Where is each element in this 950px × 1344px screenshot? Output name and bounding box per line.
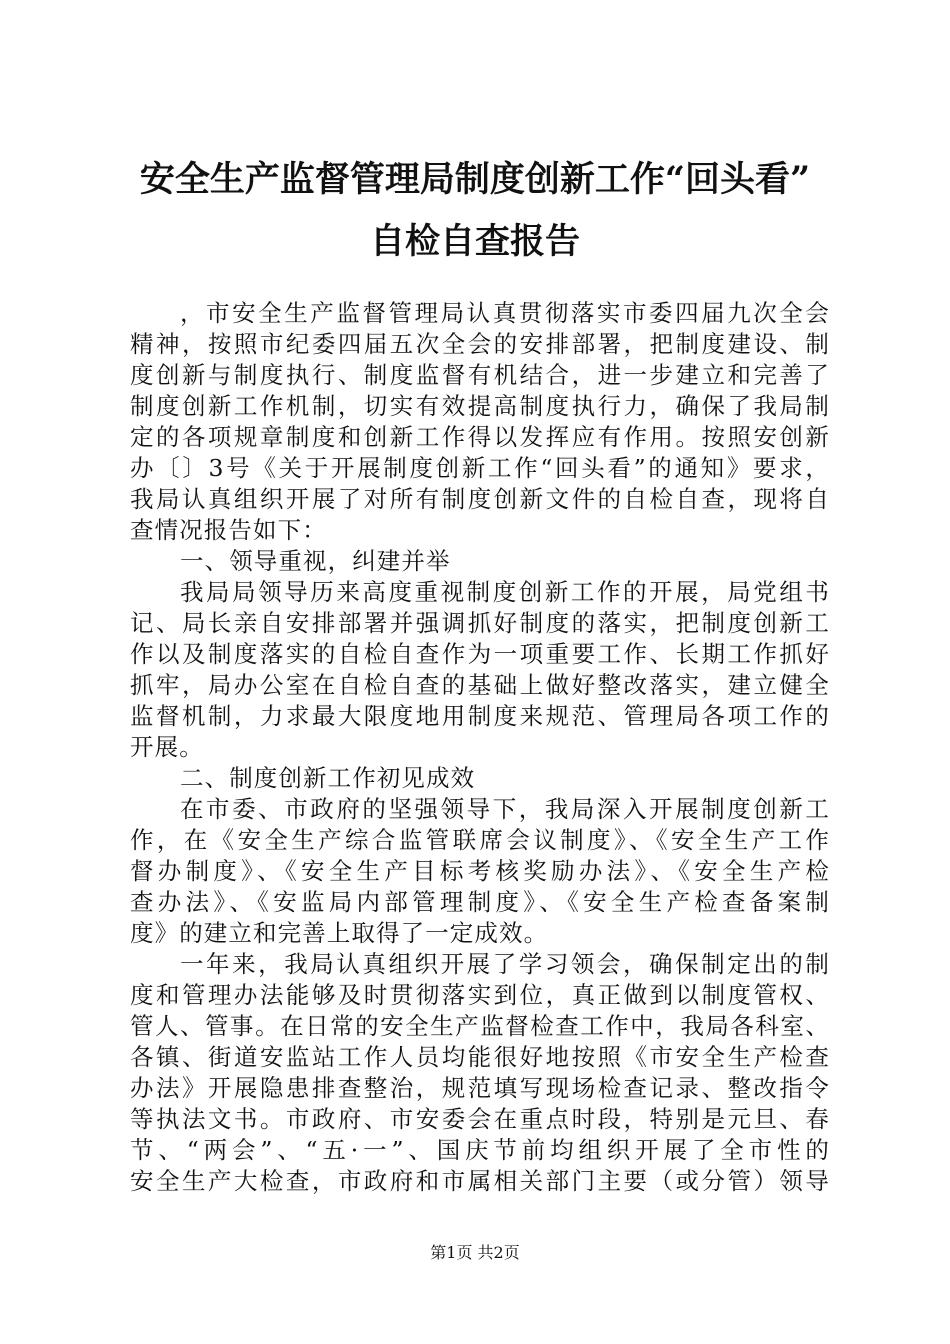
body-line: 我局认真组织开展了对所有制度创新文件的自检自查，现将自 [130, 485, 830, 513]
body-line: 在市委、市政府的坚强领导下，我局深入开展制度创新工 [180, 795, 830, 823]
body-line: 管人、管事。在日常的安全生产监督检查工作中，我局各科室、 [130, 1012, 830, 1040]
section-heading-2: 二、制度创新工作初见成效 [180, 764, 476, 792]
body-line: 作，在《安全生产综合监管联席会议制度》、《安全生产工作 [130, 826, 830, 854]
body-line: 开展。 [130, 733, 204, 761]
body-line: 抓牢，局办公室在自检自查的基础上做好整改落实，建立健全 [130, 671, 830, 699]
body-line: 我局局领导历来高度重视制度创新工作的开展，局党组书 [180, 578, 830, 606]
body-line: 安全生产大检查，市政府和市属相关部门主要（或分管）领导 [130, 1167, 830, 1195]
body-line: 制度创新工作机制，切实有效提高制度执行力，确保了我局制 [130, 392, 830, 420]
document-title-line-1: 安全生产监督管理局制度创新工作“回头看” [139, 159, 811, 200]
document-body [130, 298, 830, 1197]
body-line: 办法》开展隐患排查整治，规范填写现场检查记录、整改指令 [130, 1074, 830, 1102]
section-heading-1: 一、领导重视，纠建并举 [180, 547, 451, 575]
body-line: ，市安全生产监督管理局认真贯彻落实市委四届九次全会 [180, 299, 830, 327]
body-line: 度和管理办法能够及时贯彻落实到位，真正做到以制度管权、 [130, 981, 830, 1009]
body-line: 查情况报告如下： [130, 516, 327, 544]
page-number-footer: 第1页 共2页 [430, 1243, 520, 1262]
body-line: 节、“两会”、“五·一”、国庆节前均组织开展了全市性的 [130, 1136, 830, 1164]
body-line: 度》的建立和完善上取得了一定成效。 [130, 919, 549, 947]
body-line: 监督机制，力求最大限度地用制度来规范、管理局各项工作的 [130, 702, 830, 730]
body-line: 等执法文书。市政府、市安委会在重点时段，特别是元旦、春 [130, 1105, 830, 1133]
body-line: 作以及制度落实的自检自查作为一项重要工作、长期工作抓好 [130, 640, 830, 668]
body-line: 查办法》、《安监局内部管理制度》、《安全生产检查备案制 [130, 888, 830, 916]
body-line: 各镇、街道安监站工作人员均能很好地按照《市安全生产检查 [130, 1043, 830, 1071]
body-line: 办〔〕3号《关于开展制度创新工作“回头看”的通知》要求， [130, 454, 830, 482]
document-title-line-2: 自检自查报告 [369, 221, 580, 262]
body-line: 定的各项规章制度和创新工作得以发挥应有作用。按照安创新 [130, 423, 830, 451]
body-line: 度创新与制度执行、制度监督有机结合，进一步建立和完善了 [130, 361, 830, 389]
body-line: 记、局长亲自安排部署并强调抓好制度的落实，把制度创新工 [130, 609, 830, 637]
body-line: 精神，按照市纪委四届五次全会的安排部署，把制度建设、制 [130, 330, 830, 358]
body-line: 督办制度》、《安全生产目标考核奖励办法》、《安全生产检 [130, 857, 830, 885]
body-line: 一年来，我局认真组织开展了学习领会，确保制定出的制 [180, 950, 830, 978]
